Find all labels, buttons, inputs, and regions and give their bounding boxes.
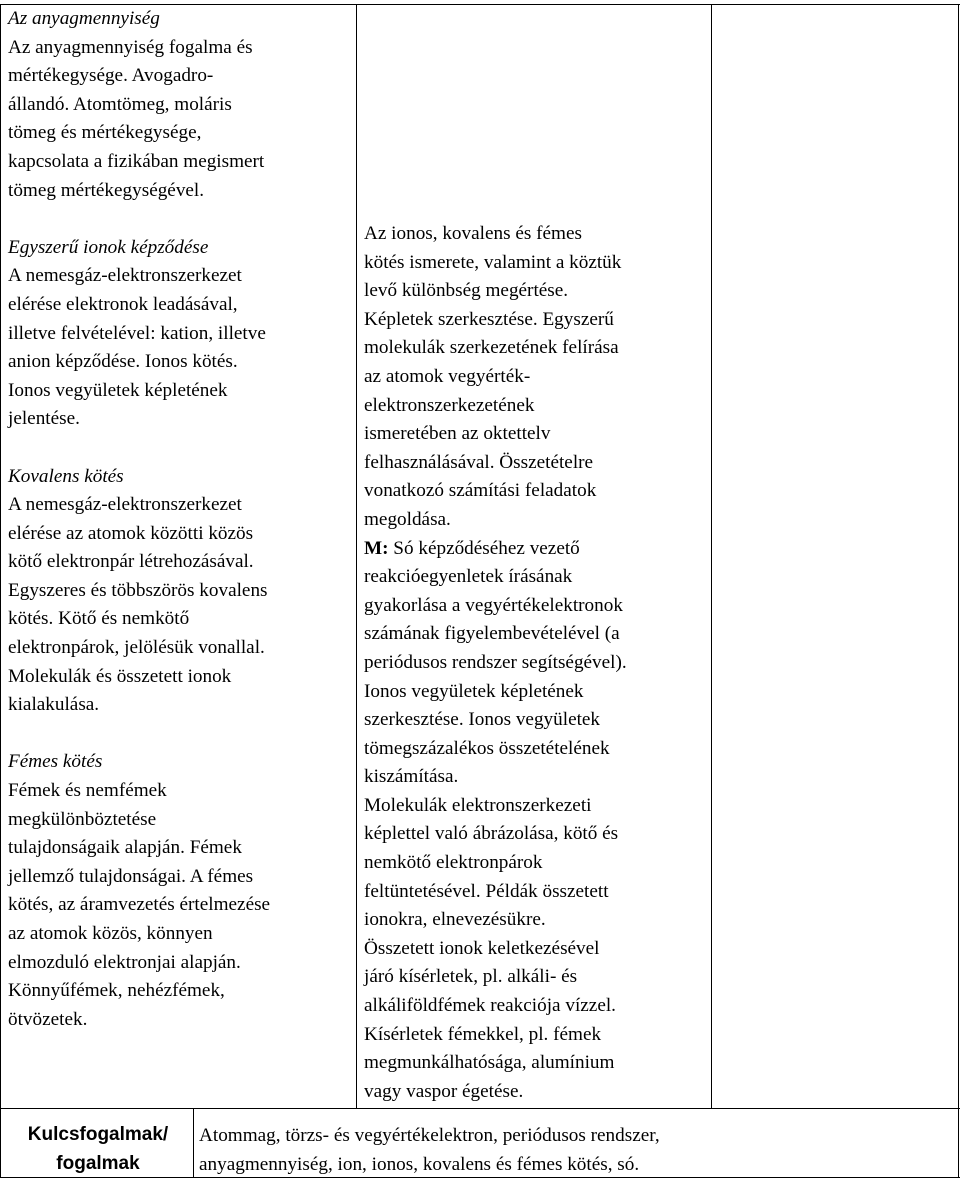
- text-line: ismeretében az oktettelv: [364, 423, 551, 445]
- text-line: Fémek és nemfémek: [8, 780, 167, 802]
- text-line: elmozduló elektronjai alapján.: [8, 951, 241, 973]
- text-line: feltüntetésével. Példák összetett: [364, 880, 609, 902]
- text-line: nemkötő elektronpárok: [364, 852, 543, 874]
- text-line: Kísérletek fémekkel, pl. fémek: [364, 1023, 602, 1045]
- text-line: alkáliföldfémek reakciója vízzel.: [364, 995, 616, 1017]
- text-line: tömegszázalékos összetételének: [364, 737, 610, 759]
- text-line: jelentése.: [8, 408, 80, 430]
- table-border-left: [0, 4, 1, 1178]
- text-line: kötés ismerete, valamint a köztük: [364, 251, 622, 273]
- text-line: kötés. Kötő és nemkötő: [8, 608, 190, 630]
- text-line: az atomok közös, könnyen: [8, 923, 213, 944]
- text-line: mértékegysége. Avogadro-: [8, 65, 214, 87]
- text-line: felhasználásával. Összetételre: [364, 451, 594, 473]
- terms-line: Atommag, törzs- és vegyértékelektron, periódusos rendszer,: [199, 1125, 660, 1146]
- text-line: kapcsolata a fizikában megismert: [8, 150, 265, 172]
- text-line: számának figyelembevételével (a: [364, 623, 620, 645]
- text-line: vonatkozó számítási feladatok: [364, 480, 597, 502]
- text-line: képlettel való ábrázolása, kötő és: [364, 823, 619, 845]
- text-line: A nemesgáz-elektronszerkezet: [8, 265, 242, 287]
- text-line: reakcióegyenletek írásának: [364, 566, 573, 588]
- middle-column-cell: [364, 220, 627, 1106]
- text-line: Képletek szerkesztése. Egyszerű: [364, 308, 614, 330]
- text-line: tömeg és mértékegysége,: [8, 122, 202, 144]
- label-line: Kulcsfogalmak/: [27, 1124, 169, 1145]
- text-line: gyakorlása a vegyértékelektronok: [364, 594, 623, 616]
- text-line: levő különbség megértése.: [364, 280, 569, 302]
- text-line: tulajdonságaik alapján. Fémek: [8, 837, 242, 859]
- m-label: M:: [364, 537, 389, 559]
- text-line: illetve felvételével: kation, illetve: [8, 322, 266, 344]
- text-line: ionokra, elnevezésükre.: [364, 909, 546, 931]
- text-line: elérése az atomok közötti közös: [8, 522, 254, 544]
- text-line: molekulák szerkezetének felírása: [364, 337, 619, 359]
- section-heading: Egyszerű ionok képződése: [8, 236, 209, 258]
- m-line: [364, 535, 627, 564]
- column-divider-1: [356, 4, 357, 1109]
- text-line: Molekulák és összetett ionok: [8, 665, 232, 687]
- text-line: kiszámítása.: [364, 766, 459, 788]
- text-line: megmunkálhatósága, alumínium: [364, 1052, 615, 1074]
- text-line: Ionos vegyületek képletének: [364, 680, 584, 702]
- text-line: kialakulása.: [8, 694, 100, 716]
- text-line: elektronpárok, jelölésük vonallal.: [8, 637, 265, 659]
- text-line: Összetett ionok keletkezésével: [364, 937, 600, 959]
- text-line: szerkesztése. Ionos vegyületek: [364, 709, 601, 731]
- text-line: Molekulák elektronszerkezeti: [364, 794, 592, 816]
- section-femes: [8, 748, 270, 1034]
- section-heading: Az anyagmennyiség: [8, 8, 160, 29]
- text-line: Ionos vegyületek képletének: [8, 379, 228, 401]
- left-column-cell: [8, 5, 270, 1034]
- text-line: megkülönböztetése: [8, 808, 157, 830]
- text-line: az atomok vegyérték-: [364, 365, 531, 387]
- text-line: Könnyűfémek, nehézfémek,: [8, 980, 225, 1002]
- text-line: Az ionos, kovalens és fémes: [364, 223, 582, 244]
- table-border-right: [958, 4, 959, 1178]
- section-heading: Kovalens kötés: [8, 465, 124, 487]
- section-heading: Fémes kötés: [8, 751, 103, 773]
- row-divider: [0, 1108, 960, 1109]
- text-line: vagy vaspor égetése.: [364, 1080, 524, 1102]
- text-line: járó kísérletek, pl. alkáli- és: [364, 966, 578, 988]
- section-ionok: [8, 234, 270, 434]
- text-line: megoldása.: [364, 508, 451, 530]
- text-line: állandó. Atomtömeg, moláris: [8, 93, 232, 115]
- key-concepts-terms: [199, 1122, 660, 1179]
- text-line: Az anyagmennyiség fogalma és: [8, 36, 253, 58]
- terms-line: anyagmennyiség, ion, ionos, kovalens és fémes kötés, só.: [199, 1153, 640, 1175]
- right-column-cell: [712, 5, 958, 1108]
- text-line: ötvözetek.: [8, 1008, 88, 1030]
- label-line: fogalmak: [56, 1153, 140, 1174]
- text-line: tömeg mértékegységével.: [8, 179, 205, 201]
- m-text: Só képződéséhez vezető: [388, 537, 580, 559]
- text-line: anion képződése. Ionos kötés.: [8, 351, 238, 373]
- footer-divider: [193, 1108, 194, 1178]
- text-line: periódusos rendszer segítségével).: [364, 651, 627, 673]
- text-line: elérése elektronok leadásával,: [8, 293, 238, 315]
- section-kovalens: [8, 463, 270, 720]
- text-line: jellemző tulajdonságai. A fémes: [8, 865, 254, 887]
- section-anyagmennyiseg: [8, 5, 270, 205]
- text-line: Egyszeres és többszörös kovalens: [8, 579, 268, 601]
- text-line: elektronszerkezetének: [364, 394, 535, 416]
- text-line: A nemesgáz-elektronszerkezet: [8, 494, 242, 516]
- text-line: kötés, az áramvezetés értelmezése: [8, 894, 271, 916]
- text-line: kötő elektronpár létrehozásával.: [8, 551, 254, 573]
- key-concepts-label: [4, 1120, 192, 1178]
